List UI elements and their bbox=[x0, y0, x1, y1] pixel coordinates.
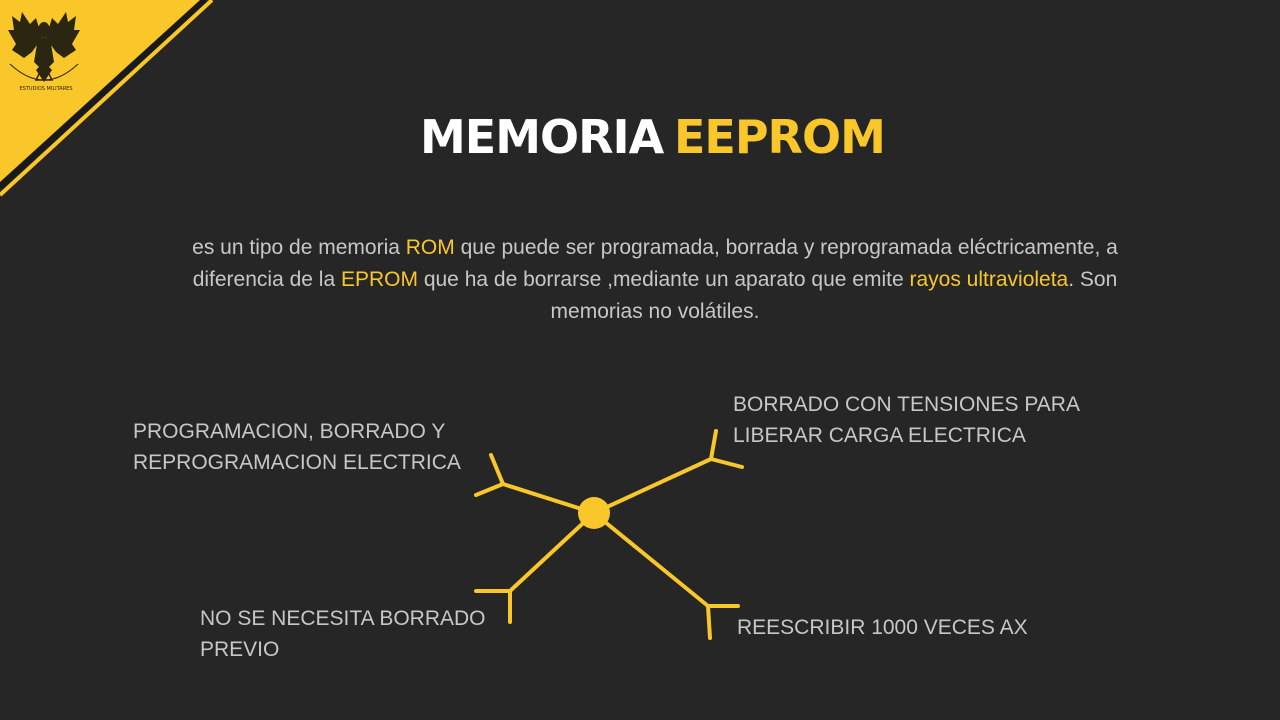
feature-no-borrado-previo: NO SE NECESITA BORRADO PREVIO bbox=[200, 607, 486, 661]
feature-borrado-tensiones: BORRADO CON TENSIONES PARA LIBERAR CARGA ELECTRICA bbox=[733, 393, 1080, 447]
description: es un tipo de memoria ROM que puede ser programada, borrada y reprogramada eléctricamente, a diferencia de la EPROM que ha de borrarse ,mediante un aparato que emite rayos ultravioleta. Son memorias no volátiles. bbox=[192, 236, 1118, 323]
feature-programacion: PROGRAMACION, BORRADO Y REPROGRAMACION ELECTRICA bbox=[133, 420, 461, 474]
highlight-rom: ROM bbox=[405, 236, 455, 259]
feature-reescribir: REESCRIBIR 1000 VECES AX bbox=[737, 616, 1028, 639]
svg-text:ESTUDIOS MILITARES: ESTUDIOS MILITARES bbox=[19, 86, 73, 92]
highlight-rayos: rayos ultravioleta bbox=[909, 268, 1069, 291]
title-eeprom: EEPROM bbox=[674, 110, 885, 164]
center-node bbox=[578, 497, 610, 529]
title-memoria: MEMORIA bbox=[420, 110, 664, 164]
highlight-eprom: EPROM bbox=[340, 268, 418, 291]
